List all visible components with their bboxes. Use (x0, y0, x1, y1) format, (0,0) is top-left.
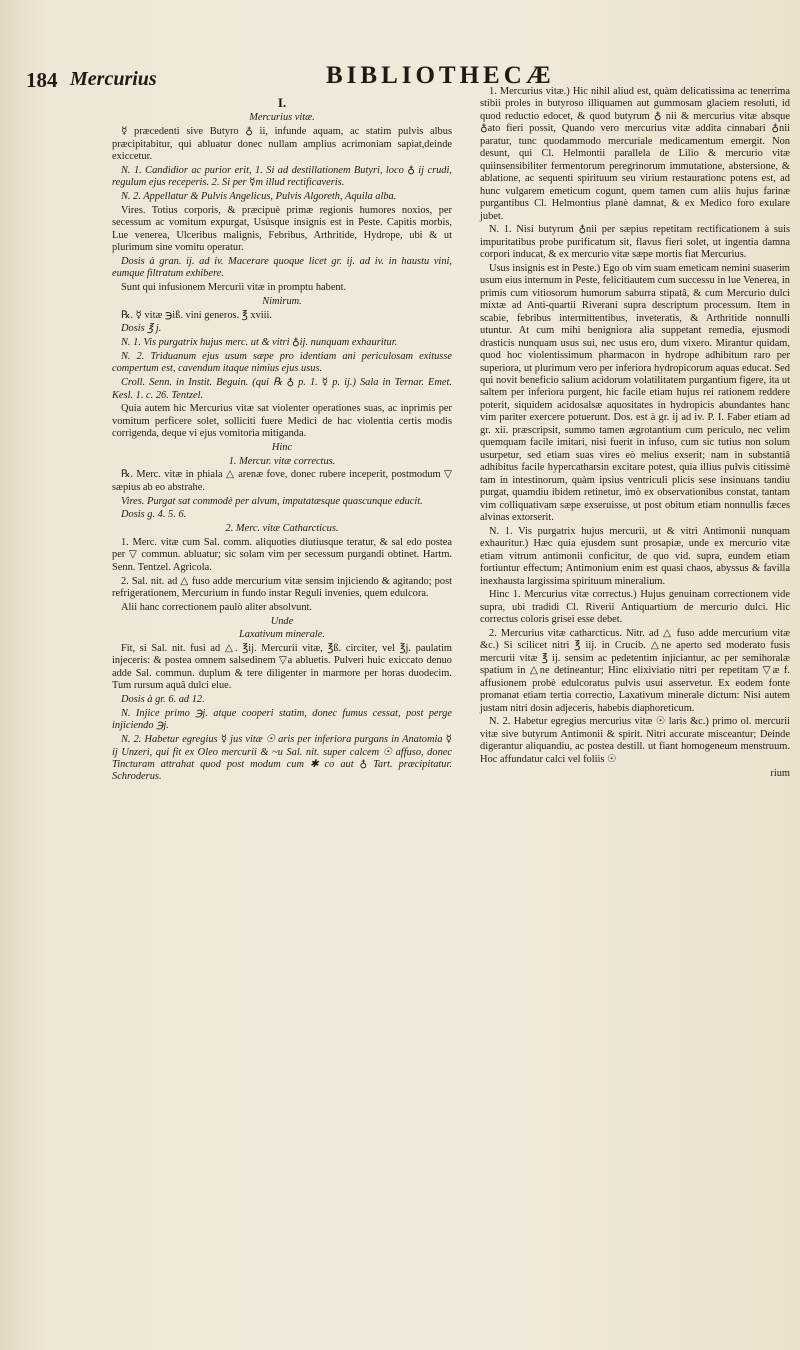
page-number: 184 (26, 68, 58, 92)
catchword: rium (770, 767, 790, 779)
paragraph: 1. Merc. vitæ cum Sal. comm. aliquoties diutiusque teratur, & sal edo postea per ▽ commun. abluatur; sic solam vim per secessum purgandi obtinet. Hartm. Senn. Tentzel. Agricola. (112, 536, 452, 573)
note-paragraph: N. 2. Triduanum ejus usum sæpe pro identiam ani periculosam exitusse compertum est, cavendum itaque nimius ejus usus. (112, 350, 452, 375)
left-column (112, 96, 452, 785)
commentary-paragraph: N. 1. Vis purgatrix hujus mercurii, ut & vitri Antimonii nunquam exhauritur.) Hæc quia ejusdem sunt prosapiæ, unde ex mercurio vitæ etiam vitrum antimonii conficitur, de quo vid. supra, eundem etiam fortiuntur effectum; Antimonium enim est quasi chaos, abyssus & favilla inexhausta largissima spirituum mineralium. (480, 525, 790, 587)
commentary-paragraph: 1. Mercurius vitæ.) Hic nihil aliud est, quàm delicatissima ac tenerrima stibii proles in butyroso illiquamen aut gummosam glaciem resoluti, id quod reductio edocet, & quod butyrum ♁ nii & mercurius vitæ absque ♁ato fieri possit, Quando vero mercurius vitæ addita cinnabari ♁nii paratur, tunc quodammodo mercuriale medicamentum emergit. Non desunt, qui Cl. Helmontii parallela de Lilio & mercurio vitæ quiinsensibiliter fermentorum peregrinorum immutatione, abstersione, & ablatione, ac sequenti spirituum seu virium restaurationc potens est, ad hunc vulgarem emeticum cogunt, quem tamen cum aliis hujus farinæ purgantibus Cl. Helmontius planè damnat, & ex Medico foro exulare jubet. (480, 86, 790, 222)
paragraph: Vires. Totius corporis, & præcipuè primæ regionis humores noxios, per secessum ac vomitum expurgat, Usúsque insignis est in Peste. Capitis morbis, Lue venerea, Ulceribus malignis, Febribus, Arthritide, Hydrope, ubi & ut plurimum sine vomitu operatur. (112, 204, 452, 254)
recipe-line: ℞. ☿ vitæ ℈iß. vini generos. ℥ xviii. (121, 309, 273, 321)
section-heading: 1. Mercur. vitæ correctus. (228, 455, 336, 467)
running-head: Mercurius (70, 68, 157, 90)
section-heading: 2. Merc. vitæ Catharcticus. (225, 523, 339, 535)
section-heading: Mercurius vitæ. (249, 112, 315, 124)
paragraph: Quia autem hic Mercurius vitæ sat violenter operationes suas, ac inprimis per vomitum perficere solet, solliciti fuere Medici de hac violentia certis modis corrigenda, deque vi ejus vomitoria mitiganda. (112, 403, 452, 440)
section-number: I. (277, 95, 287, 110)
note-paragraph: N. 1. Vis purgatrix hujus merc. ut & vitri ♁ij. nunquam exhauritur. (121, 337, 398, 349)
dosage-line: Dosis à gr. 6. ad 12. (121, 694, 205, 706)
section-heading: Laxativum minerale. (239, 629, 325, 641)
citation-paragraph: Croll. Senn. in Instit. Beguin. (qui ℞ ♁ p. 1. ☿ p. ij.) Sala in Ternar. Emet. Kesl. 1. c. 26. Tentzel. (112, 377, 452, 401)
commentary-paragraph: Hinc 1. Mercurius vitæ correctus.) Hujus genuinam correctionem vide supra, ubi tradidi Cl. Riverii Antiquartium de mercurio dulci. Hic correctus coloris grisei esse debet. (480, 589, 790, 626)
commentary-paragraph: N. 1. Nisi butyrum ♁nii per sæpius repetitam rectificationem à suis impuritatibus probe purificatum sit, flavus fieri solet, ut ingentia damna corpori inducat, & ex mercurio vitæ sæpe mortis fiat Mercurius. (480, 224, 790, 261)
page-title: BIBLIOTHECÆ (326, 62, 555, 89)
paragraph: Fit, si Sal. nit. fusi ad △. ℥ij. Mercurii vitæ, ℥ß. circiter, vel ℥j. paulatim injeceris: & postea omnem salsedinem ▽a abluetis. Pulveri huic exiccato denuo adde Sal. commun. duplum & tere diligenter in marmore per horas duodecim. Tum rursum aquâ dulci elue. (112, 643, 452, 692)
paragraph: ☿ præcedenti sive Butyro ♁ ii, infunde aquam, ac statim pulvis albus præcipitabitur, qui abluatur donec nullam amplius acrimoniam sapiat,deinde exiccetur. (112, 126, 452, 163)
note-paragraph: N. Injice primo ℈j. atque cooperi statim, donec fumus cessat, post perge injiciendo ℈j. (112, 707, 452, 732)
paragraph: 2. Sal. nit. ad △ fuso adde mercurium vitæ sensim injiciendo & agitando; post refrigerationem, Mercurium in fundo instar Reguli invenies, quem edulcora. (112, 575, 452, 599)
commentary-paragraph: N. 2. Habetur egregius mercurius vitæ ☉ laris &c.) primo ol. mercurii vitæ sive butyrum Antimonii & spirit. Nitri accurate misceantur; Deinde digerantur aliquandiu, ac postea destill. ut fiant homogeneum menstruum. Hoc affundatur calci vel foliis ☉ (480, 716, 790, 765)
note-paragraph: N. 2. Habetur egregius ☿ jus vitæ ☉ aris per inferiora purgans in Anatomia ☿ ij Unzeri, qui fit ex Oleo mercurii & ~u Sal. nit. super calcem ☉ affuso, donec Tincturam attrahat quod post modum cum ✱ co aut ♁ Tart. præcipitatur. Schroderus. (112, 734, 452, 783)
dosage-line: Dosis g. 4. 5. 6. (121, 509, 187, 521)
subheading: Unde (270, 615, 294, 627)
recipe-paragraph: ℞. Merc. vitæ in phiala △ arenæ fove, donec rubere inceperit, postmodum ▽ sæpius ab eo abstrahe. (112, 469, 452, 493)
subheading: Nimirum. (262, 295, 302, 307)
dosage-line: Dosis ℥ j. (121, 323, 162, 335)
vires-paragraph: Vires. Purgat sat commodè per alvum, imputatæsque quascunque educit. (121, 495, 423, 507)
commentary-paragraph: Usus insignis est in Peste.) Ego ob vim suam emeticam nemini suaserim usum eius internum in Peste, felicitiautem cum successu in lue Venerea, in primis cum vitiosorum humorum saburra stipatâ, & cum Mercurio dulci mixtæ ad Anti-quartii Riverani supra descriptum processum. Item in scabie, febribus intermittentibus, inveteratis, & Arthritide nonnulli utuntur. At cum mihi benigniora alia suppetant remedia, ejusmodi drasticis nunquam usus sui, nec usus ero, dum vixero. Mirantur quidam, quod hoc violentissimum pharmacon in hydrope adhibitum raro per superiora, ut plurimum vero per inferiora hydropicorum aquas educat. Sed qui novit beneficio salium acidorum volatilitatem purgantium figere, ita ut saltem per inferiora purgent, hic facile etiam hujus rei rationem reddere poterit, siquidem acidosalsæ aquositates in hydropicis abundantes hanc vim pariter exercere potuerunt. Dos. est à gr. ij ad iv. P. I. Faber etiam ad gr. xii. præscripsit, summo tamen ægrotantium cum periculo, nec velim quemquam facile imitari, nisi fuerit in infuso, cum sic tutius non solum usurpetur, sed etiam suas vires eò melius exserit; nam in substantiâ adhibitus facile hypercatharsin excitare potest, quia illius pulvis citissimè tam in intestinorum, quàm ipsius ventriculi plicis sese insinuans tandiu purgat, quamdiu ibidem retinetur, imò ex observationibus constat, tantam vim colliquativam sæpe exseruisse, ut post obitum etiam nonnullis fæces alvinas extorserit. (480, 262, 790, 523)
note-paragraph: N. 1. Candidior ac purior erit, 1. Si ad destillationem Butyri, loco ♁ ij crudi, regulum ejus receperis. 2. Si per ☿m illud rectificaveris. (112, 164, 452, 189)
paragraph: Alii hanc correctionem paulò aliter absolvunt. (121, 601, 313, 613)
paragraph: Sunt qui infusionem Mercurii vitæ in promptu habent. (121, 282, 347, 294)
subheading: Hinc (271, 441, 293, 453)
right-column (480, 86, 790, 781)
note-paragraph: N. 2. Appellatur & Pulvis Angelicus, Pulvis Algoreth, Aquila alba. (121, 191, 397, 203)
dosage-paragraph: Dosis à gran. ij. ad iv. Macerare quoque licet gr. ij. ad iv. in haustu vini, eumque filtratum exhibere. (112, 255, 452, 280)
commentary-paragraph: 2. Mercurius vitæ catharcticus. Nitr. ad △ fuso adde mercurium vitæ &c.) Si scilicet nitri ℥ iij. in Crucib. △ne aperto sed moderato fusis mercurii vitæ ℥ ij. sensim ac pedetentim injiciantur, ac per semihoralæ spatium in △ne detineantur; Hinc elixiviatio nitri per repetitam ▽æ f. affusionem probè edulcoratus pulvis usui asservetur. Ex eodem fonte promanat etiam tertia correctio, Laxativum minerale dictum: Nisi autem justam nitri dosin adjeceris, habebis diaphoreticum. (480, 627, 790, 714)
